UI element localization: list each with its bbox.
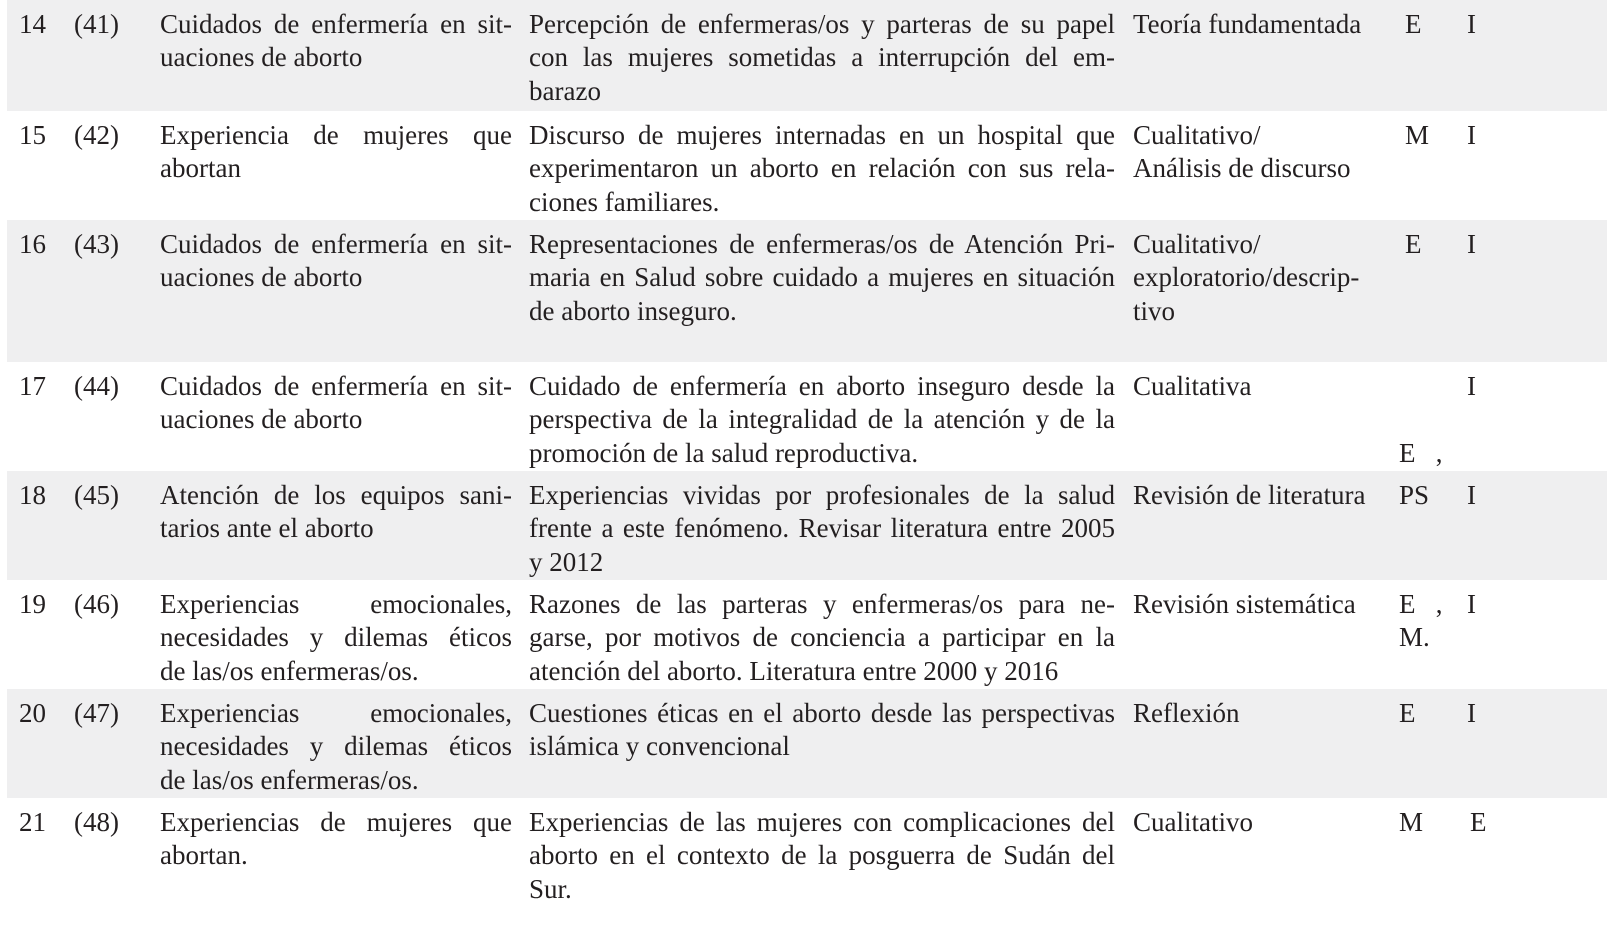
method-cell	[1133, 479, 1383, 512]
topic-line: Experiencias de mujeres que	[160, 807, 512, 837]
topic-line: Cuidados de enfermería en sit-	[160, 371, 512, 401]
topic-cell	[160, 370, 512, 437]
objective-line: promoción de la salud reproductiva.	[529, 437, 919, 468]
objective-cell	[529, 228, 1115, 328]
objective-cell	[529, 479, 1115, 579]
table-row	[7, 798, 1607, 909]
participant-type-line: M	[1399, 807, 1424, 837]
objective-line: Cuestiones éticas en el aborto desde las perspectivas	[529, 698, 1115, 728]
objective-cell	[529, 370, 1115, 470]
reference-cell: (41)	[74, 9, 119, 39]
participant-type-cell	[1399, 588, 1459, 655]
topic-cell	[160, 479, 512, 546]
method-line: Cualitativo/	[1133, 229, 1261, 259]
participant-type-line: PS	[1399, 480, 1430, 510]
topic-line: Cuidados de enfermería en sit-	[160, 9, 512, 39]
studies-table	[7, 0, 1607, 909]
objective-cell	[529, 806, 1115, 906]
topic-line: uaciones de aborto	[160, 262, 363, 293]
method-cell	[1133, 119, 1383, 186]
row-number: 21	[19, 807, 46, 837]
topic-line: Experiencia de mujeres que	[160, 120, 512, 150]
topic-line: Experiencias emocionales,	[160, 698, 512, 728]
topic-line: abortan.	[160, 840, 248, 871]
level-cell: E	[1470, 807, 1487, 837]
method-line: Reflexión	[1133, 698, 1240, 728]
method-line: Revisión de literatura	[1133, 480, 1366, 510]
objective-cell	[529, 588, 1115, 688]
topic-line: de las/os enfermeras/os.	[160, 655, 419, 686]
objective-line: atención del aborto. Literatura entre 2000 y 2016	[529, 655, 1059, 686]
objective-line: barazo	[529, 75, 601, 106]
method-cell	[1133, 697, 1383, 730]
objective-line: Experiencias vividas por profesionales de la salud	[529, 480, 1115, 510]
participant-type-line: E	[1405, 9, 1422, 39]
row-number: 14	[19, 9, 46, 39]
table-row	[7, 362, 1607, 471]
objective-line: Representaciones de enfermeras/os de Atención Pri-	[529, 229, 1115, 259]
objective-line: islámica y convencional	[529, 731, 790, 762]
objective-line: de aborto inseguro.	[529, 295, 737, 326]
objective-cell	[529, 697, 1115, 764]
participant-type-line: E ,	[1399, 437, 1443, 468]
objective-line: experimentaron un aborto en relación con sus rela-	[529, 153, 1115, 184]
participant-type-line: M	[1405, 120, 1430, 150]
participant-type-cell	[1405, 8, 1465, 41]
table-row	[7, 220, 1607, 362]
objective-line: Sur.	[529, 873, 572, 904]
participant-type-line: M.	[1399, 622, 1430, 653]
participant-type-cell	[1399, 806, 1459, 839]
table-row	[7, 689, 1607, 798]
participant-type-line: E ,	[1399, 589, 1443, 619]
method-cell	[1133, 806, 1383, 839]
method-line: Revisión sistemática	[1133, 589, 1356, 619]
method-line: exploratorio/descrip-	[1133, 262, 1360, 293]
participant-type-line: E	[1399, 698, 1416, 728]
topic-line: necesidades y dilemas éticos	[160, 731, 512, 762]
objective-line: garse, por motivos de conciencia a participar en la	[529, 622, 1115, 653]
reference-cell: (42)	[74, 120, 119, 150]
participant-type-cell	[1405, 119, 1465, 152]
objective-line: con las mujeres sometidas a interrupción del em-	[529, 42, 1115, 73]
reference-cell: (45)	[74, 480, 119, 510]
table-row	[7, 111, 1607, 220]
table-row	[7, 0, 1607, 111]
participant-type-cell	[1399, 697, 1459, 730]
participant-type-cell	[1399, 479, 1459, 512]
participant-type-line: E	[1405, 229, 1422, 259]
topic-cell	[160, 588, 512, 688]
method-cell	[1133, 370, 1383, 403]
objective-line: Experiencias de las mujeres con complicaciones del	[529, 807, 1115, 837]
topic-cell	[160, 228, 512, 295]
method-cell	[1133, 8, 1383, 41]
method-cell	[1133, 588, 1383, 621]
row-number: 17	[19, 371, 46, 401]
topic-line: abortan	[160, 153, 241, 184]
topic-line: Atención de los equipos sani-	[160, 480, 512, 510]
topic-cell	[160, 119, 512, 186]
objective-line: Discurso de mujeres internadas en un hospital que	[529, 120, 1115, 150]
row-number: 18	[19, 480, 46, 510]
objective-cell	[529, 8, 1115, 108]
objective-line: y 2012	[529, 546, 604, 577]
topic-cell	[160, 8, 512, 75]
objective-line: maria en Salud sobre cuidado a mujeres en situación	[529, 262, 1115, 293]
objective-line: ciones familiares.	[529, 186, 720, 217]
method-line: tivo	[1133, 295, 1176, 326]
method-line: Cualitativo/	[1133, 120, 1261, 150]
row-number: 19	[19, 589, 46, 619]
method-cell	[1133, 228, 1383, 328]
method-line: Cualitativa	[1133, 371, 1252, 401]
level-cell: I	[1467, 371, 1476, 401]
reference-cell: (47)	[74, 698, 119, 728]
topic-line: de las/os enfermeras/os.	[160, 764, 419, 795]
reference-cell: (43)	[74, 229, 119, 259]
level-cell: I	[1467, 120, 1476, 150]
topic-line: necesidades y dilemas éticos	[160, 622, 512, 653]
topic-line: Cuidados de enfermería en sit-	[160, 229, 512, 259]
topic-line: Experiencias emocionales,	[160, 589, 512, 619]
objective-line: aborto en el contexto de la posguerra de Sudán del	[529, 840, 1115, 871]
level-cell: I	[1467, 698, 1476, 728]
row-number: 20	[19, 698, 46, 728]
row-number: 15	[19, 120, 46, 150]
topic-cell	[160, 806, 512, 873]
objective-line: Cuidado de enfermería en aborto inseguro desde la	[529, 371, 1115, 401]
topic-line: uaciones de aborto	[160, 404, 363, 435]
participant-type-cell	[1405, 228, 1465, 261]
reference-cell: (48)	[74, 807, 119, 837]
method-line: Teoría fundamentada	[1133, 9, 1362, 39]
objective-line: perspectiva de la integralidad de la atención y de la	[529, 404, 1115, 435]
objective-line: frente a este fenómeno. Revisar literatura entre 2005	[529, 513, 1115, 544]
table-row	[7, 471, 1607, 580]
level-cell: I	[1467, 589, 1476, 619]
level-cell: I	[1467, 9, 1476, 39]
topic-line: tarios ante el aborto	[160, 513, 374, 544]
table-row	[7, 580, 1607, 689]
reference-cell: (44)	[74, 371, 119, 401]
objective-line: Percepción de enfermeras/os y parteras de su papel	[529, 9, 1115, 39]
topic-line: uaciones de aborto	[160, 42, 363, 73]
reference-cell: (46)	[74, 589, 119, 619]
objective-line: Razones de las parteras y enfermeras/os para ne-	[529, 589, 1115, 619]
topic-cell	[160, 697, 512, 797]
level-cell: I	[1467, 480, 1476, 510]
method-line: Cualitativo	[1133, 807, 1253, 837]
row-number: 16	[19, 229, 46, 259]
objective-cell	[529, 119, 1115, 219]
level-cell: I	[1467, 229, 1476, 259]
method-line: Análisis de discurso	[1133, 153, 1351, 184]
